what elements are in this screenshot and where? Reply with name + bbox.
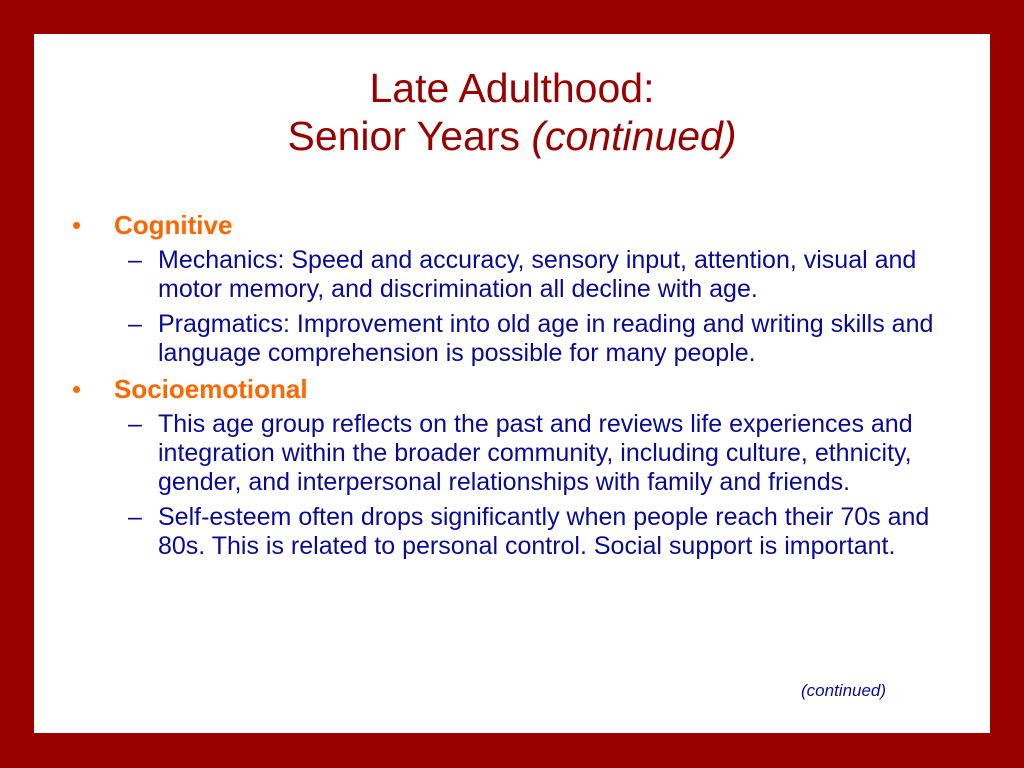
bullet-heading: Cognitive	[114, 210, 233, 240]
sub-item-text: This age group reflects on the past and reviews life experiences and integration within the broader community, including culture, ethnicity, gender, and interpersonal relationships with family and friends.	[158, 410, 913, 496]
dash-icon: –	[128, 310, 142, 338]
dash-icon: –	[128, 246, 142, 274]
title-line-2	[34, 112, 990, 160]
sub-item-text: Pragmatics: Improvement into old age in reading and writing skills and language comprehension is possible for many people.	[158, 310, 934, 367]
continued-note: (continued)	[801, 681, 887, 700]
slide-title	[34, 64, 990, 160]
bullet-heading: Socioemotional	[114, 374, 308, 404]
sub-item	[72, 310, 972, 368]
bullet-icon: •	[72, 210, 82, 240]
title-line-2-italic: (continued)	[531, 113, 737, 159]
sub-item	[72, 503, 972, 561]
slide-content	[72, 210, 972, 561]
bullet-cognitive	[72, 210, 972, 240]
sub-item	[72, 246, 972, 304]
title-line-2-main: Senior Years	[287, 113, 532, 159]
slide	[34, 34, 990, 733]
title-line-1: Late Adulthood:	[369, 65, 655, 111]
sub-item	[72, 410, 972, 497]
bullet-icon: •	[72, 374, 82, 404]
dash-icon: –	[128, 410, 142, 438]
sub-item-text: Self-esteem often drops significantly when people reach their 70s and 80s. This is related to personal control. Social support is important.	[158, 503, 930, 560]
bullet-socioemotional	[72, 374, 972, 404]
sub-item-text: Mechanics: Speed and accuracy, sensory input, attention, visual and motor memory, and discrimination all decline with age.	[158, 246, 917, 303]
dash-icon: –	[128, 503, 142, 531]
